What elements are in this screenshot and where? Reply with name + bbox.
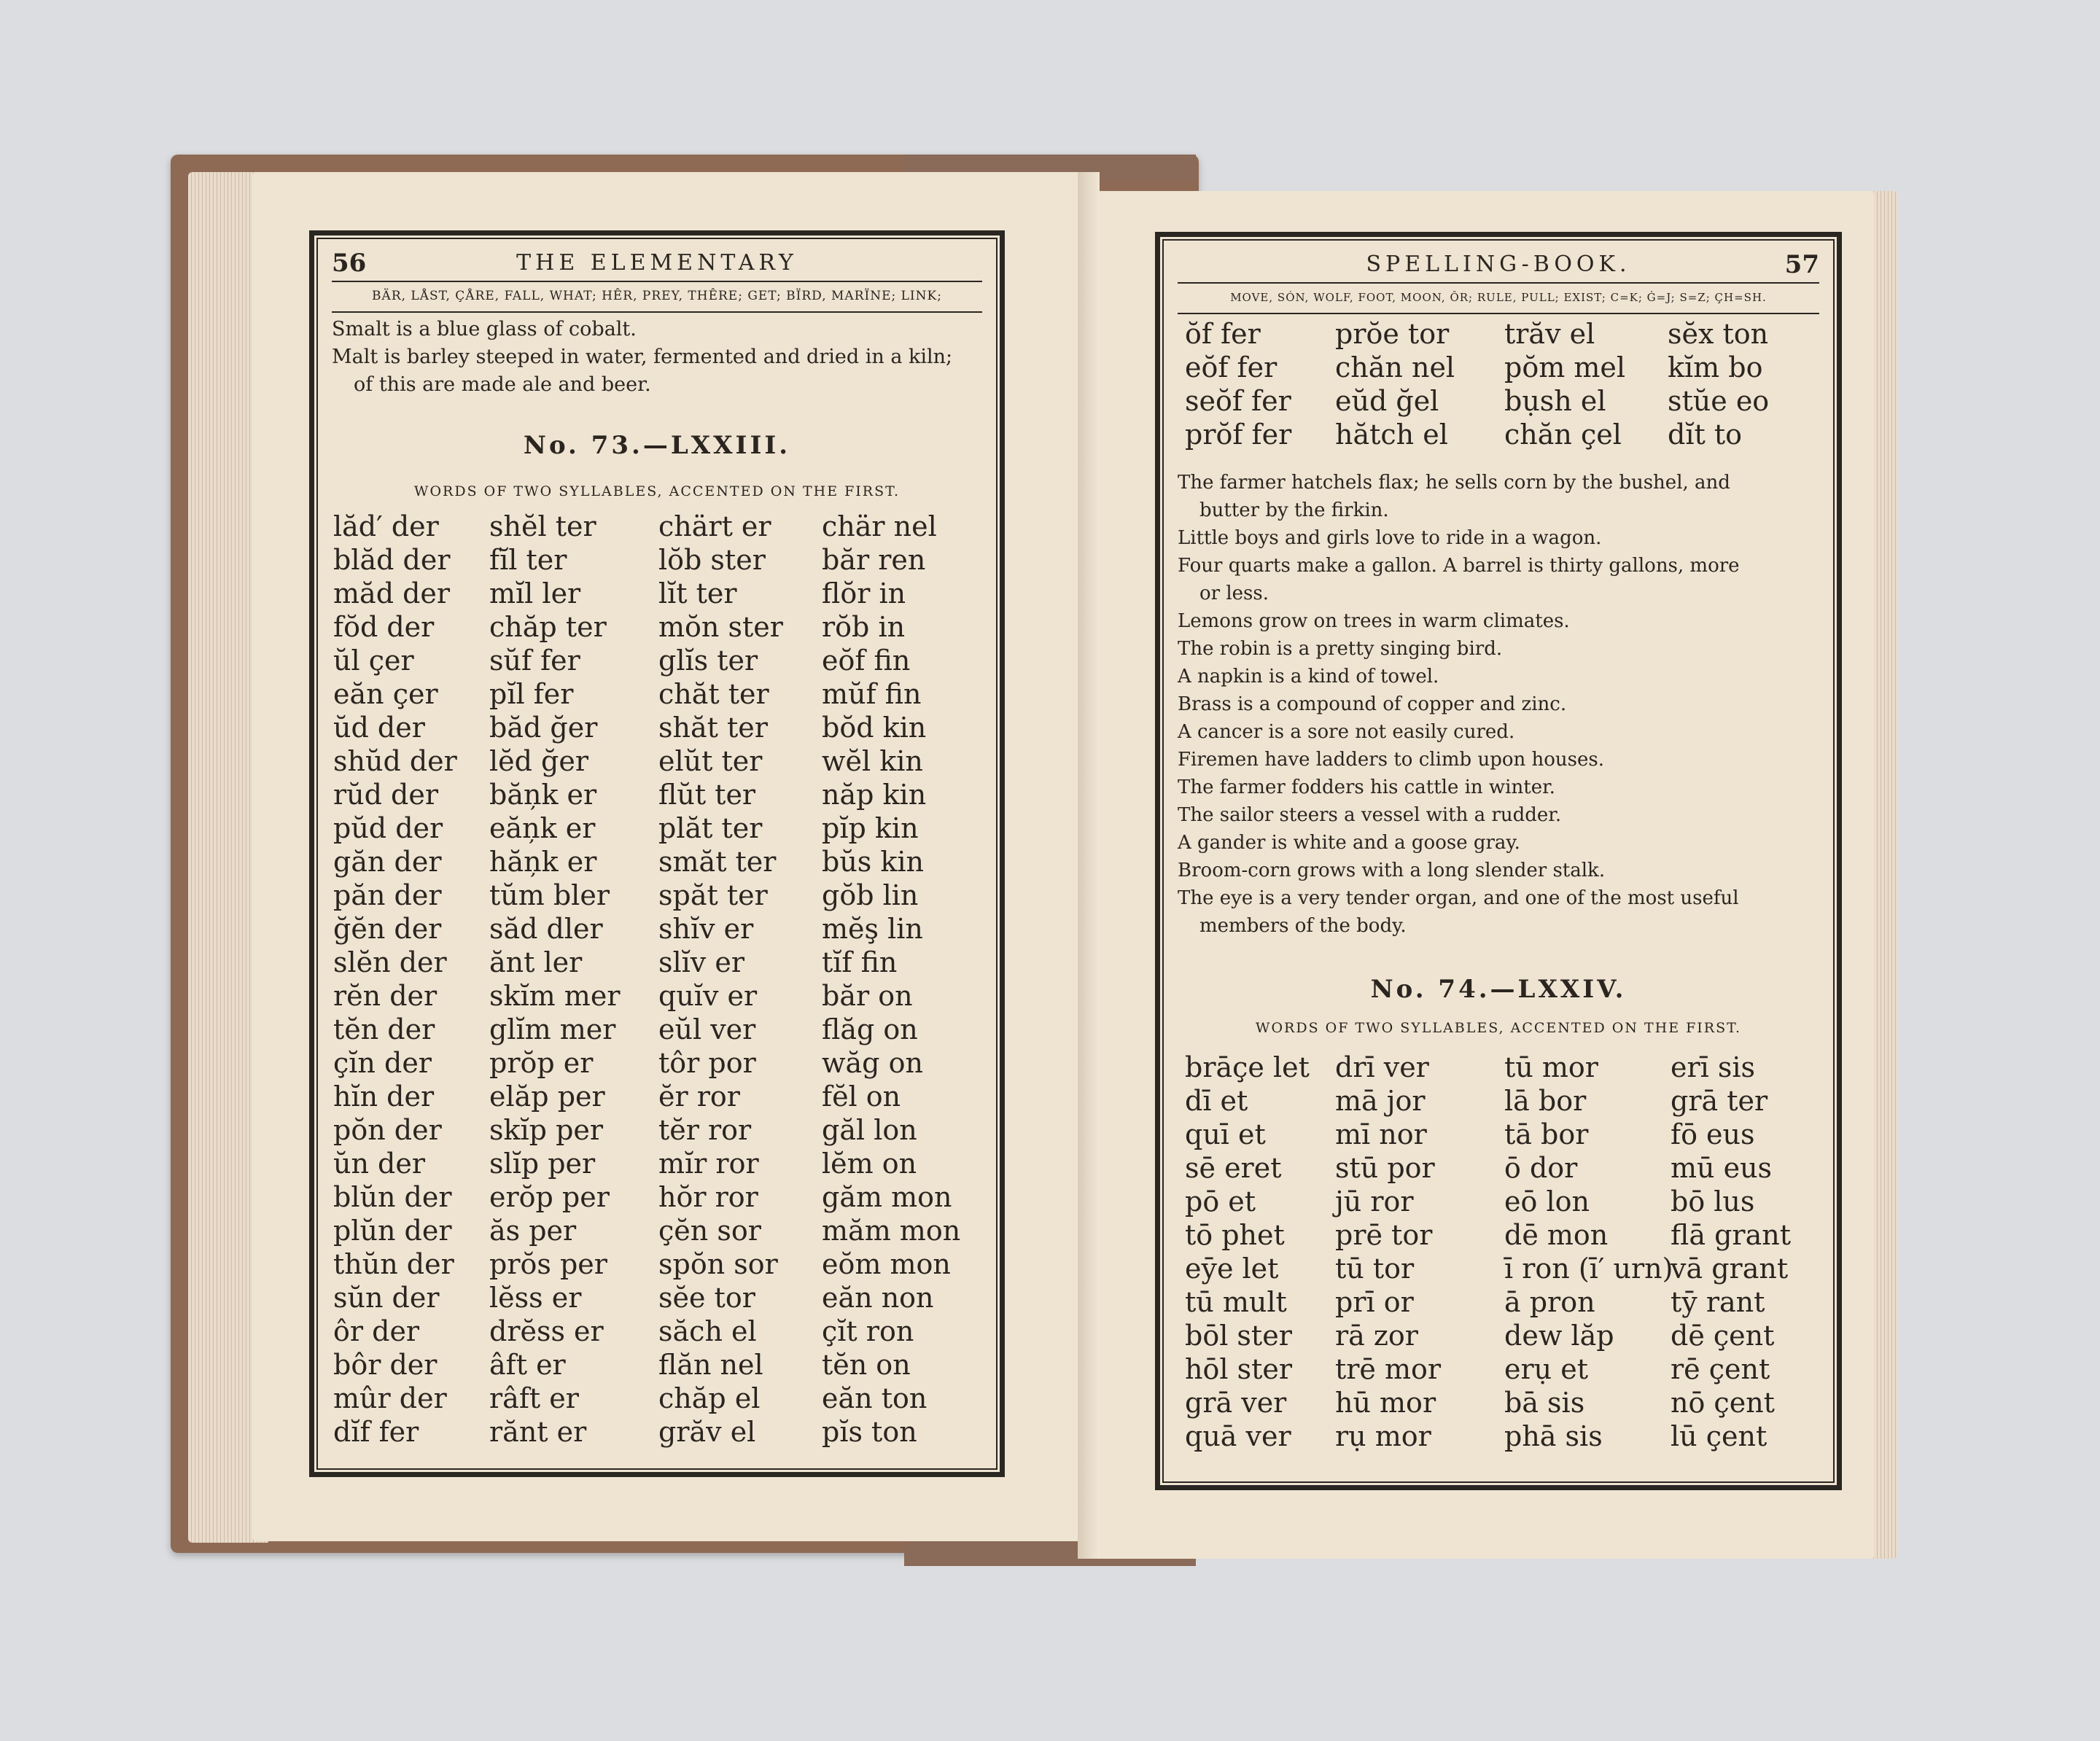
lesson-74-title: No. 74.—LXXIV. — [1370, 975, 1627, 1004]
word-cell: ŏf fer — [1185, 318, 1261, 350]
word-cell: băd ğer — [489, 712, 598, 744]
word-cell: skĭm mer — [489, 980, 621, 1012]
word-cell: prŏp er — [489, 1047, 594, 1079]
word-cell: brāçe let — [1185, 1051, 1310, 1083]
sentence-line: Broom-corn grows with a long slender stalk. — [1178, 860, 1606, 881]
word-cell: glĭm mer — [489, 1013, 616, 1045]
word-cell: seŏf fer — [1185, 385, 1291, 417]
word-cell: fō eus — [1671, 1118, 1755, 1150]
word-cell: mī nor — [1335, 1118, 1427, 1150]
word-cell: lū çent — [1671, 1420, 1768, 1452]
word-cell: rē çent — [1671, 1353, 1770, 1385]
word-cell: ĕr ror — [658, 1080, 740, 1113]
sentence-line: A gander is white and a goose gray. — [1178, 832, 1520, 854]
sentence-line: members of the body. — [1199, 915, 1407, 937]
word-cell: ŭn der — [333, 1148, 426, 1180]
lesson-74-word-table — [1185, 1051, 1831, 1453]
word-cell: mĕş lin — [822, 913, 923, 945]
word-cell: jū ror — [1335, 1185, 1414, 1218]
word-cell: çĕn sor — [658, 1215, 761, 1247]
word-cell: găl lon — [822, 1114, 917, 1146]
word-cell: sē eret — [1185, 1152, 1282, 1184]
word-cell: băr ren — [822, 544, 926, 576]
word-cell: chăp el — [658, 1382, 761, 1414]
word-cell: chăt ter — [658, 678, 769, 710]
word-cell: lĕd ğer — [489, 745, 589, 777]
word-cell: săd dler — [489, 913, 603, 945]
left-intro-text — [332, 316, 982, 399]
left-running-head — [332, 249, 982, 278]
right-page-frame — [1155, 232, 1842, 1490]
word-cell: stū por — [1335, 1152, 1435, 1184]
word-cell: slĭv er — [658, 946, 745, 978]
word-cell: prī or — [1335, 1286, 1414, 1318]
word-cell: erụ et — [1504, 1353, 1588, 1385]
word-cell: rŏb in — [822, 611, 906, 643]
word-cell: drĕss er — [489, 1315, 604, 1347]
word-cell: hū mor — [1335, 1387, 1436, 1419]
reading-sentences — [1178, 469, 1819, 940]
word-cell: râft er — [489, 1382, 579, 1414]
word-cell: slĭp per — [489, 1148, 596, 1180]
word-cell: hătch el — [1335, 418, 1448, 451]
word-cell: ğĕn der — [333, 913, 442, 945]
word-cell: spăt ter — [658, 879, 768, 911]
word-cell: lăd′ der — [333, 510, 439, 542]
word-cell: rụ mor — [1335, 1420, 1431, 1452]
word-cell: păn der — [333, 879, 442, 911]
word-cell: hăņk er — [489, 846, 597, 878]
right-running-head — [1178, 250, 1819, 279]
book-gutter — [1078, 172, 1100, 1559]
word-cell: năp kin — [822, 779, 927, 811]
word-cell: dew lăp — [1504, 1320, 1614, 1352]
word-cell: hŏr ror — [658, 1181, 758, 1213]
word-cell: grăv el — [658, 1416, 756, 1448]
continued-word-table — [1185, 317, 1828, 451]
sentence-line: Lemons grow on trees in warm climates. — [1178, 610, 1570, 632]
word-cell: pŏn der — [333, 1114, 442, 1146]
word-cell: chär nel — [822, 510, 937, 542]
word-cell: grā ver — [1185, 1387, 1287, 1419]
word-cell: eŏf fer — [1185, 351, 1278, 383]
word-cell: bŭs kin — [822, 846, 925, 878]
lesson-74-subheading: WORDS OF TWO SYLLABLES, ACCENTED ON THE FIRST. — [1255, 1020, 1742, 1036]
word-cell: çĭn der — [333, 1047, 432, 1079]
word-cell: flā grant — [1671, 1219, 1791, 1251]
word-cell: eăņk er — [489, 812, 596, 844]
lesson-73-word-table — [333, 510, 982, 1449]
word-cell: quā ver — [1185, 1420, 1291, 1452]
word-cell: bō lus — [1671, 1185, 1755, 1218]
word-cell: shĕl ter — [489, 510, 596, 542]
word-cell: săch el — [658, 1315, 757, 1347]
word-cell: pĭs ton — [822, 1416, 917, 1448]
word-cell: trē mor — [1335, 1353, 1442, 1385]
word-cell: çĭt ron — [822, 1315, 914, 1347]
word-cell: fĕl on — [822, 1080, 901, 1113]
word-cell: lĭt ter — [658, 577, 737, 609]
word-cell: pĭl fer — [489, 678, 574, 710]
word-cell: blăd der — [333, 544, 451, 576]
word-cell: tū mor — [1504, 1051, 1598, 1083]
word-cell: fĭl ter — [489, 544, 567, 576]
word-cell: eăn çer — [333, 678, 438, 710]
sentence-line: butter by the firkin. — [1199, 499, 1389, 521]
word-cell: eŏm mon — [822, 1248, 951, 1280]
word-cell: mŭf fin — [822, 678, 922, 710]
word-cell: găm mon — [822, 1181, 952, 1213]
word-cell: stŭe eo — [1668, 385, 1770, 417]
word-cell: bŏd kin — [822, 712, 927, 744]
sentence-line: Four quarts make a gallon. A barrel is thirty gallons, more — [1178, 555, 1740, 577]
word-cell: ā pron — [1504, 1286, 1595, 1318]
word-cell: dĭt to — [1668, 418, 1742, 451]
word-cell: eăn non — [822, 1282, 934, 1314]
right-page-number: 57 — [1784, 250, 1819, 279]
right-running-title: SPELLING-BOOK. — [1366, 252, 1631, 277]
word-cell: ī ron (ī′ urn) — [1504, 1253, 1673, 1285]
intro-line: Malt is barley steeped in water, fermented and dried in a kiln; — [332, 346, 953, 368]
word-cell: lĕm on — [822, 1148, 917, 1180]
right-pronunciation-key: MOVE, SÓN, WOLF, FOOT, MOON, ÔR; RULE, PULL; EXIST; C=K; Ġ=J; S=Z; ÇH=SH. — [1178, 282, 1819, 314]
word-cell: lā bor — [1504, 1085, 1587, 1117]
word-cell: ăs per — [489, 1215, 577, 1247]
word-cell: wăg on — [822, 1047, 923, 1079]
sentence-line: The eye is a very tender organ, and one of the most useful — [1178, 887, 1739, 909]
word-cell: eŭl ver — [658, 1013, 756, 1045]
word-cell: blŭn der — [333, 1181, 452, 1213]
word-cell: vā grant — [1671, 1253, 1789, 1285]
word-cell: eȳe let — [1185, 1253, 1279, 1285]
word-cell: chärt er — [658, 510, 771, 542]
word-cell: chăn çel — [1504, 418, 1622, 451]
word-cell: ŭd der — [333, 712, 425, 744]
word-cell: mĭr ror — [658, 1148, 759, 1180]
word-cell: wĕl kin — [822, 745, 923, 777]
word-cell: tā bor — [1504, 1118, 1589, 1150]
word-cell: băr on — [822, 980, 913, 1012]
sentence-line: The sailor steers a vessel with a rudder. — [1178, 804, 1562, 826]
sentence-line: Little boys and girls love to ride in a wagon. — [1178, 527, 1602, 549]
word-cell: shŭd der — [333, 745, 457, 777]
word-cell: sĕe tor — [658, 1282, 755, 1314]
word-cell: eŏf fin — [822, 644, 911, 677]
word-cell: rā zor — [1335, 1320, 1418, 1352]
word-cell: dē çent — [1671, 1320, 1775, 1352]
word-cell: pŭd der — [333, 812, 443, 844]
word-cell: quī et — [1185, 1118, 1266, 1150]
sentence-line: The farmer hatchels flax; he sells corn by the bushel, and — [1178, 472, 1730, 494]
word-cell: elăp per — [489, 1080, 605, 1113]
word-cell: eō lon — [1504, 1185, 1590, 1218]
word-cell: sĕx ton — [1668, 318, 1769, 350]
word-cell: eăn ton — [822, 1382, 928, 1414]
lesson-73-title: No. 73.—LXXIII. — [523, 431, 791, 460]
word-cell: prē tor — [1335, 1219, 1433, 1251]
word-cell: hōl ster — [1185, 1353, 1293, 1385]
word-cell: sŭf fer — [489, 644, 580, 677]
word-cell: âft er — [489, 1349, 566, 1381]
word-cell: lŏb ster — [658, 544, 766, 576]
word-cell: shĭv er — [658, 913, 754, 945]
word-cell: grā ter — [1671, 1085, 1768, 1117]
word-cell: shăt ter — [658, 712, 768, 744]
word-cell: rŭd der — [333, 779, 439, 811]
word-cell: chăn nel — [1335, 351, 1455, 383]
word-cell: eŭd ğel — [1335, 385, 1439, 417]
word-cell: sŭn der — [333, 1282, 440, 1314]
word-cell: prŏe tor — [1335, 318, 1450, 350]
word-cell: gŏb lin — [822, 879, 919, 911]
word-cell: măd der — [333, 577, 451, 609]
word-cell: mûr der — [333, 1382, 447, 1414]
left-running-title: THE ELEMENTARY — [516, 250, 798, 276]
intro-line: of this are made ale and beer. — [354, 373, 651, 396]
word-cell: chăp ter — [489, 611, 607, 643]
word-cell: ō dor — [1504, 1152, 1578, 1184]
word-cell: mā jor — [1335, 1085, 1426, 1117]
word-cell: ŭl çer — [333, 644, 414, 677]
word-cell: prŏf fer — [1185, 418, 1292, 451]
word-cell: bōl ster — [1185, 1320, 1292, 1352]
word-cell: phā sis — [1504, 1420, 1603, 1452]
word-cell: erŏp per — [489, 1181, 610, 1213]
word-cell: tĕr ror — [658, 1114, 752, 1146]
word-cell: tū mult — [1185, 1286, 1287, 1318]
word-cell: ôr der — [333, 1315, 420, 1347]
sentence-line: Brass is a compound of copper and zinc. — [1178, 693, 1567, 715]
word-cell: dī et — [1185, 1085, 1248, 1117]
word-cell: pō et — [1185, 1185, 1256, 1218]
word-cell: thŭn der — [333, 1248, 454, 1280]
word-cell: tŭm bler — [489, 879, 610, 911]
word-cell: spŏn sor — [658, 1248, 778, 1280]
left-pronunciation-key: BÄR, LÅST, ÇÅRE, FALL, WHAT; HÊR, PREY, THÊRE; GET; BÏRD, MARÏNE; LINK; — [332, 281, 982, 313]
sentence-line: The robin is a pretty singing bird. — [1178, 638, 1503, 660]
word-cell: rĕn der — [333, 980, 438, 1012]
word-cell: fŏd der — [333, 611, 435, 643]
word-cell: skĭp per — [489, 1114, 604, 1146]
word-cell: plăt ter — [658, 812, 763, 844]
lesson-73-subheading: WORDS OF TWO SYLLABLES, ACCENTED ON THE FIRST. — [413, 483, 901, 499]
word-cell: tĕn der — [333, 1013, 435, 1045]
word-cell: tĕn on — [822, 1349, 911, 1381]
word-cell: pĭp kin — [822, 812, 919, 844]
word-cell: tôr por — [658, 1047, 756, 1079]
word-cell: plŭn der — [333, 1215, 452, 1247]
word-cell: slĕn der — [333, 946, 447, 978]
word-cell: mŏn ster — [658, 611, 783, 643]
word-cell: elŭt ter — [658, 745, 763, 777]
sentence-line: or less. — [1199, 583, 1269, 604]
word-cell: prŏs per — [489, 1248, 607, 1280]
word-cell: mū eus — [1671, 1152, 1773, 1184]
word-cell: ănt ler — [489, 946, 583, 978]
word-cell: tĭf fin — [822, 946, 898, 978]
word-cell: hĭn der — [333, 1080, 435, 1113]
word-cell: tū tor — [1335, 1253, 1415, 1285]
intro-line: Smalt is a blue glass of cobalt. — [332, 318, 637, 340]
word-cell: dē mon — [1504, 1219, 1609, 1251]
word-cell: smăt ter — [658, 846, 777, 878]
word-cell: bôr der — [333, 1349, 438, 1381]
sentence-line: A cancer is a sore not easily cured. — [1178, 721, 1515, 743]
sentence-line: The farmer fodders his cattle in winter. — [1178, 776, 1555, 798]
word-cell: măm mon — [822, 1215, 961, 1247]
sentence-line: Firemen have ladders to climb upon houses. — [1178, 749, 1604, 771]
word-cell: flŏr in — [822, 577, 906, 609]
word-cell: trăv el — [1504, 318, 1595, 350]
word-cell: pŏm mel — [1504, 351, 1625, 383]
word-cell: flăn nel — [658, 1349, 763, 1381]
word-cell: bā sis — [1504, 1387, 1585, 1419]
word-cell: mĭl ler — [489, 577, 581, 609]
word-cell: quĭv er — [658, 980, 758, 1012]
left-page-number: 56 — [332, 249, 367, 278]
word-cell: găn der — [333, 846, 442, 878]
word-cell: lĕss er — [489, 1282, 582, 1314]
word-cell: drī ver — [1335, 1051, 1429, 1083]
word-cell: erī sis — [1671, 1051, 1756, 1083]
word-cell: flăg on — [822, 1013, 918, 1045]
word-cell: tō phet — [1185, 1219, 1285, 1251]
word-cell: kĭm bo — [1668, 351, 1763, 383]
word-cell: nō çent — [1671, 1387, 1775, 1419]
word-cell: dĭf fer — [333, 1416, 419, 1448]
sentence-line: A napkin is a kind of towel. — [1178, 666, 1439, 688]
word-cell: băņk er — [489, 779, 597, 811]
left-page-frame — [309, 230, 1005, 1477]
word-cell: rănt er — [489, 1416, 587, 1448]
word-cell: flŭt ter — [658, 779, 756, 811]
word-cell: bụsh el — [1504, 385, 1606, 417]
word-cell: glĭs ter — [658, 644, 758, 677]
word-cell: tȳ rant — [1671, 1286, 1765, 1318]
